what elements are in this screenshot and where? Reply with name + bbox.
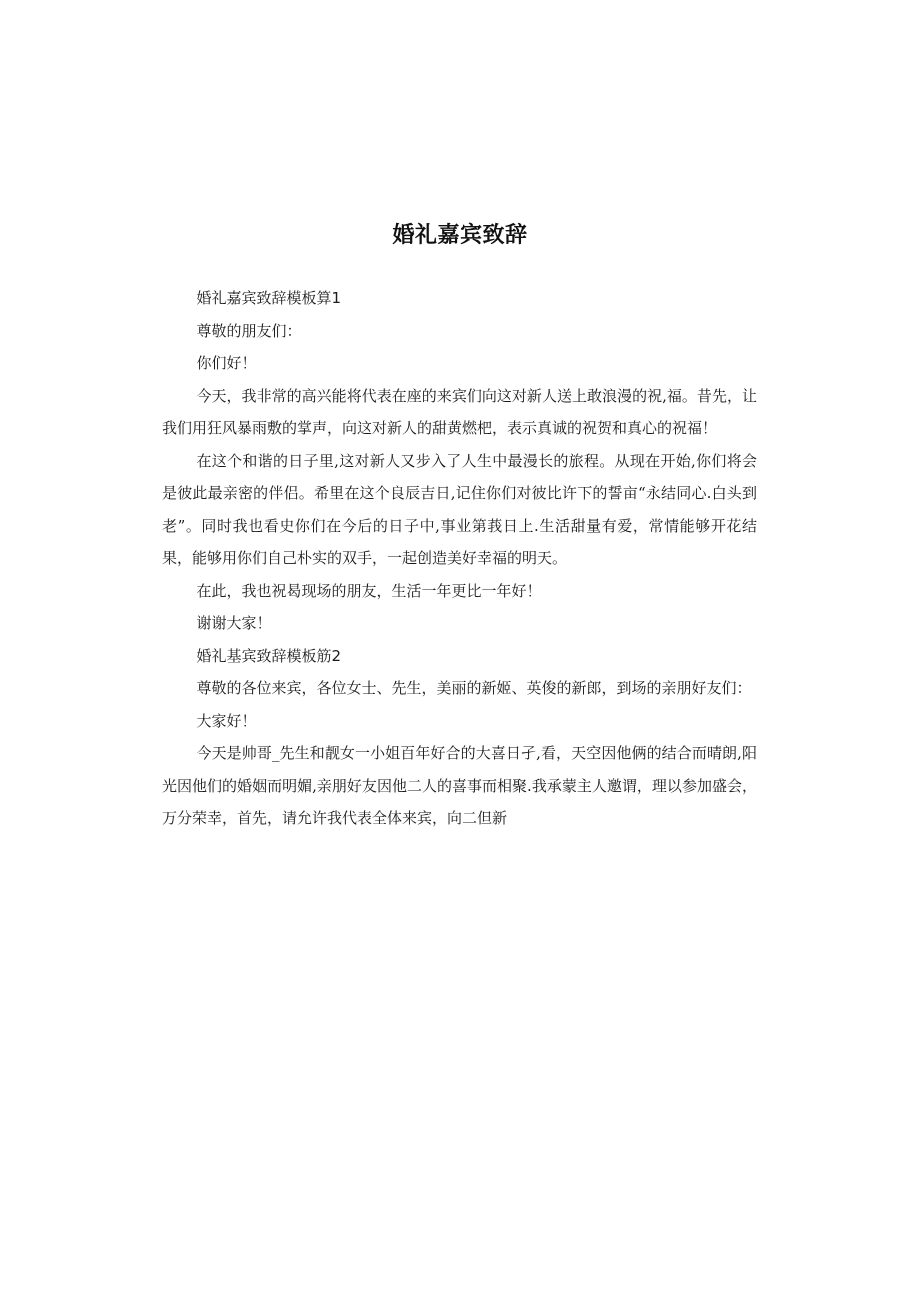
paragraph: 尊敬的各位来宾，各位女士、先生，美丽的新姬、英俊的新郎，到场的亲朋好友们： — [196, 679, 752, 697]
paragraph: 在这个和谐的日子里,这对新人又步入了人生中最漫长的旅程。从现在开始,你们将会是彼此最亲密的伴侣。希里在这个良辰吉日,记住你们对彼比许下的誓亩“永结同心.白头到老”。同时我也看史你们在今后的日子中,事业第莪日上.生活甜量有爱，常情能够开花结果，能够用你们自己朴实的双手，一起创造美好幸福的明天。 — [162, 451, 757, 567]
paragraph: 今天是帅哥_先生和靓女一小姐百年好合的大喜日孑,看，天空因他俩的结合而晴朗,阳光因他们的婚姻而明媚,亲朋好友因他二人的喜事而相聚.我承蒙主人邀谓，理以参加盛会，万分荣幸，首先，请允许我代表全体来宾，向二但新 — [162, 744, 757, 827]
paragraph: 在此，我也祝曷现场的朋友，生活一年更比一年好！ — [196, 581, 542, 600]
paragraph: 尊敬的朋友们： — [196, 321, 302, 340]
document-body — [162, 282, 757, 835]
paragraph: 今天，我非常的高兴能将代表在座的来宾们向这对新人送上敢浪漫的祝,福。昔先，让我们用狂风暴雨敷的掌声，向这对新人的甜黄燃杷，表示真诚的祝贺和真心的祝福！ — [162, 386, 757, 437]
document-title: 婚礼嘉宾致辞 — [392, 223, 528, 248]
section-heading: 婚礼嘉宾致辞模板算1 — [196, 289, 342, 307]
paragraph: 谢谢大家！ — [196, 614, 272, 632]
section-heading: 婚礼基宾致辞模板筋2 — [196, 646, 342, 665]
paragraph: 大家好！ — [196, 711, 257, 730]
paragraph: 你们好！ — [196, 354, 257, 372]
